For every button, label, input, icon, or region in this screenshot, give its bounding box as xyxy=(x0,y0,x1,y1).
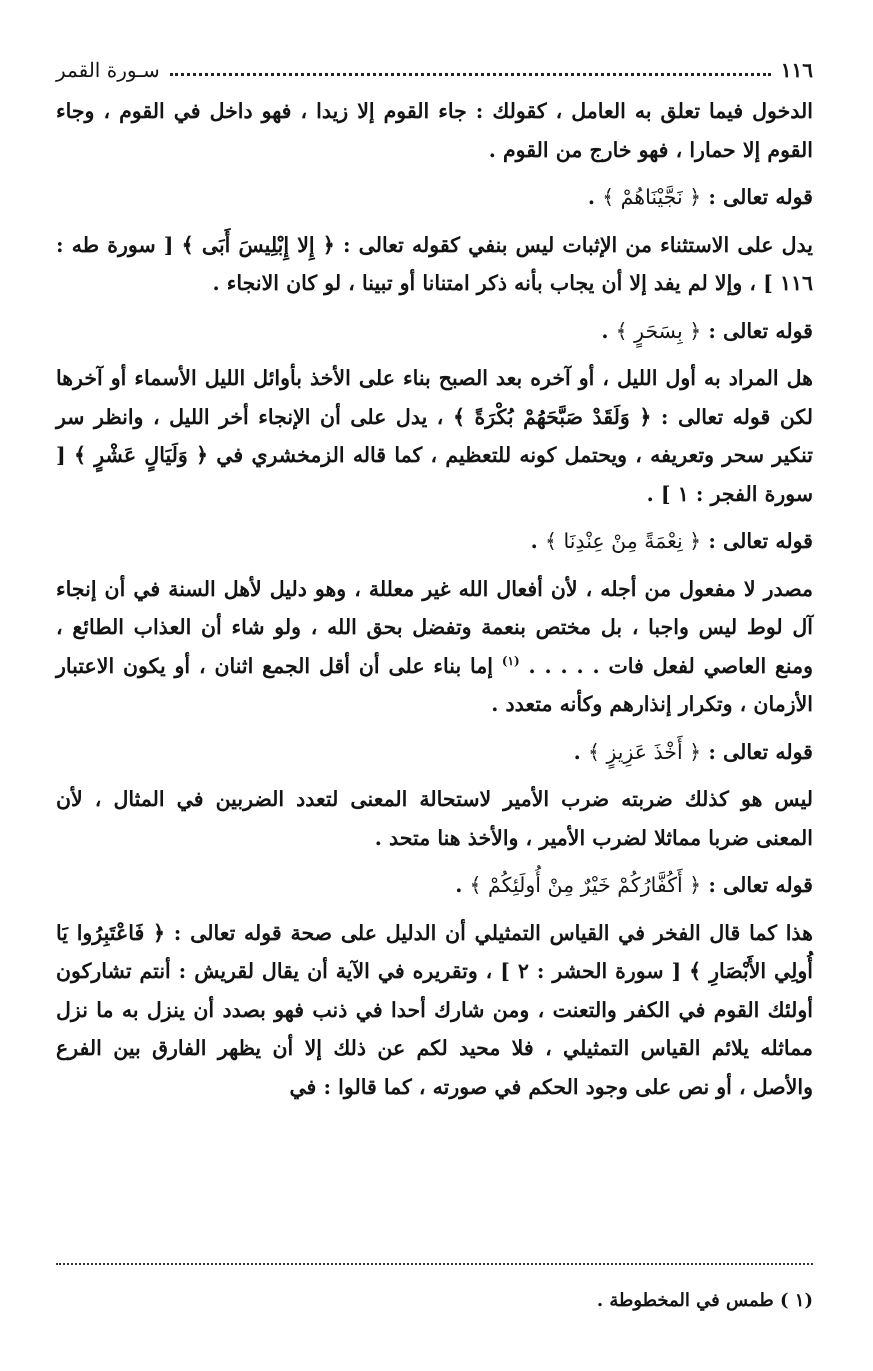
paragraph-text-cont: إما بناء على أن أقل الجمع اثنان ، أو يكون الاعتبار الأزمان ، وتكرار إنذارهم وكأنه متعدد . xyxy=(56,653,813,716)
verse-tail: . xyxy=(573,739,581,764)
verse-quote: ﴿ أَخْذَ عَزِيزٍ ﴾ xyxy=(587,739,702,764)
paragraph: هذا كما قال الفخر في القياس التمثيلي أن الدليل على صحة قوله تعالى : ﴿ فَاعْتَبِرُوا يَا أُولِي الأَبْصَارِ ﴾ [ سورة الحشر : ٢ ] ، وتقريره في الآية أن يقال لقريش : أنتم تشاركون أولئك القوم في الكفر والتعنت ، ومن شارك أحدا في ذنب فهو بصدد أن ينزل به ما نزل مماثله يلائم القياس التمثيلي ، فلا محيد لكم عن ذلك إلا أن يظهر الفارق بين الفرع والأصل ، أو نص على وجود الحكم في صورته ، كما قالوا : في xyxy=(56,920,813,1099)
verse-tail: . xyxy=(455,873,463,897)
paragraph-text: مصدر لا مفعول من أجله ، لأن أفعال الله غير معللة ، وهو دليل لأهل السنة في أن إنجاء آل لوط ليس واجبا ، بل مختص بنعمة وتفضل بحق الله ، ولو شاء أن العذاب الطائع ، ومنع العاصي لفعل فات . . . . . xyxy=(56,576,813,678)
verse-heading xyxy=(56,522,813,561)
verse-tail: . xyxy=(587,185,595,209)
verse-heading xyxy=(56,178,813,217)
verse-label: قوله تعالى : xyxy=(708,873,813,897)
paragraph xyxy=(56,570,813,724)
footnote-ref: (١) xyxy=(501,653,520,668)
verse-heading xyxy=(56,312,813,351)
verse-quote: ﴿ بِسَحَرٍ ﴾ xyxy=(615,318,702,343)
footnote-separator xyxy=(56,1263,813,1265)
verse-quote: ﴿ أَكُفَّارُكُمْ خَيْرٌ مِنْ أُولَئِكُمْ ﴾ xyxy=(469,873,702,897)
page-number: ١١٦ xyxy=(780,58,813,82)
verse-label: قوله تعالى : xyxy=(708,185,813,209)
footnote: (١ ) طمس في المخطوطة . xyxy=(596,1290,813,1311)
verse-tail: . xyxy=(601,318,609,343)
paragraph: يدل على الاستثناء من الإثبات ليس بنفي كقوله تعالى : ﴿ إِلا إِبْلِيسَ أَبَى ﴾ [ سورة طه : ١١٦ ] ، وإلا لم يفد إلا أن يجاب بأنه ذكر امتنانا أو تبينا ، لو كان الانجاء . xyxy=(56,232,813,295)
verse-label: قوله تعالى : xyxy=(708,529,813,553)
paragraph: ليس هو كذلك ضربته ضرب الأمير لاستحالة المعنى لتعدد الضربين في المثال ، لأن المعنى ضربا مماثلا لضرب الأمير ، والأخذ هنا متحد . xyxy=(56,787,813,850)
verse-quote: ﴿ نِعْمَةً مِنْ عِنْدِنَا ﴾ xyxy=(544,529,702,553)
page-header xyxy=(56,52,813,88)
verse-label: قوله تعالى : xyxy=(708,318,813,343)
paragraph: الدخول فيما تعلق به العامل ، كقولك : جاء القوم إلا زيدا ، فهو داخل في القوم ، وجاء القوم إلا حمارا ، فهو خارج من القوم . xyxy=(56,99,813,162)
body-text xyxy=(56,92,813,1106)
paragraph: هل المراد به أول الليل ، أو آخره بعد الصبح بناء على الأخذ بأوائل الليل الأسماء أو آخرها لكن قوله تعالى : ﴿ وَلَقَدْ صَبَّحَهُمْ بُكْرَةً ﴾ ، يدل على أن الإنجاء أخر الليل ، وانظر سر تنكير سحر وتعريفه ، ويحتمل كونه للتعظيم ، كما قاله الزمخشري في ﴿ وَلَيَالٍ عَشْرٍ ﴾ [ سورة الفجر : ١ ] . xyxy=(56,366,813,506)
verse-heading xyxy=(56,733,813,772)
verse-heading xyxy=(56,866,813,905)
verse-label: قوله تعالى : xyxy=(708,739,813,764)
verse-quote: ﴿ نَجَّيْنَاهُمْ ﴾ xyxy=(602,185,702,209)
header-dotted-rule xyxy=(170,73,771,76)
verse-tail: . xyxy=(530,529,538,553)
surah-title: سـورة القمر xyxy=(56,58,160,82)
